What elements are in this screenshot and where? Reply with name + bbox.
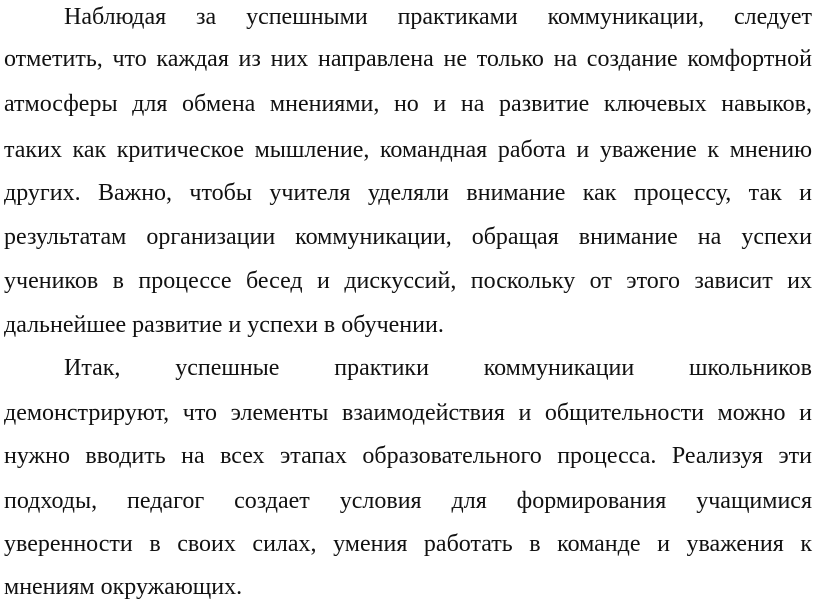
paragraph-line: таких как критическое мышление, командная работа и уважение к мнению (4, 137, 812, 163)
paragraph-line: результатам организации коммуникации, обращая внимание на успехи (4, 224, 812, 250)
paragraph-line: подходы, педагог создает условия для формирования учащимися (4, 488, 812, 514)
paragraph-line: дальнейшее развитие и успехи в обучении. (4, 312, 444, 338)
paragraph-line: отметить, что каждая из них направлена не только на создание комфортной (4, 46, 812, 72)
paragraph-line: атмосферы для обмена мнениями, но и на развитие ключевых навыков, (4, 91, 812, 117)
paragraph-line: Итак, успешные практики коммуникации школьников (64, 355, 812, 381)
paragraph-line: мнениям окружающих. (4, 574, 243, 600)
paragraph-line: нужно вводить на всех этапах образовательного процесса. Реализуя эти (4, 443, 812, 469)
paragraph-line: Наблюдая за успешными практиками коммуникации, следует (64, 4, 812, 30)
paragraph-line: других. Важно, чтобы учителя уделяли внимание как процессу, так и (4, 180, 812, 206)
paragraph-line: учеников в процессе бесед и дискуссий, поскольку от этого зависит их (4, 268, 812, 294)
paragraph-line: демонстрируют, что элементы взаимодействия и общительности можно и (4, 400, 812, 426)
paragraph-line: уверенности в своих силах, умения работать в команде и уважения к (4, 531, 812, 557)
